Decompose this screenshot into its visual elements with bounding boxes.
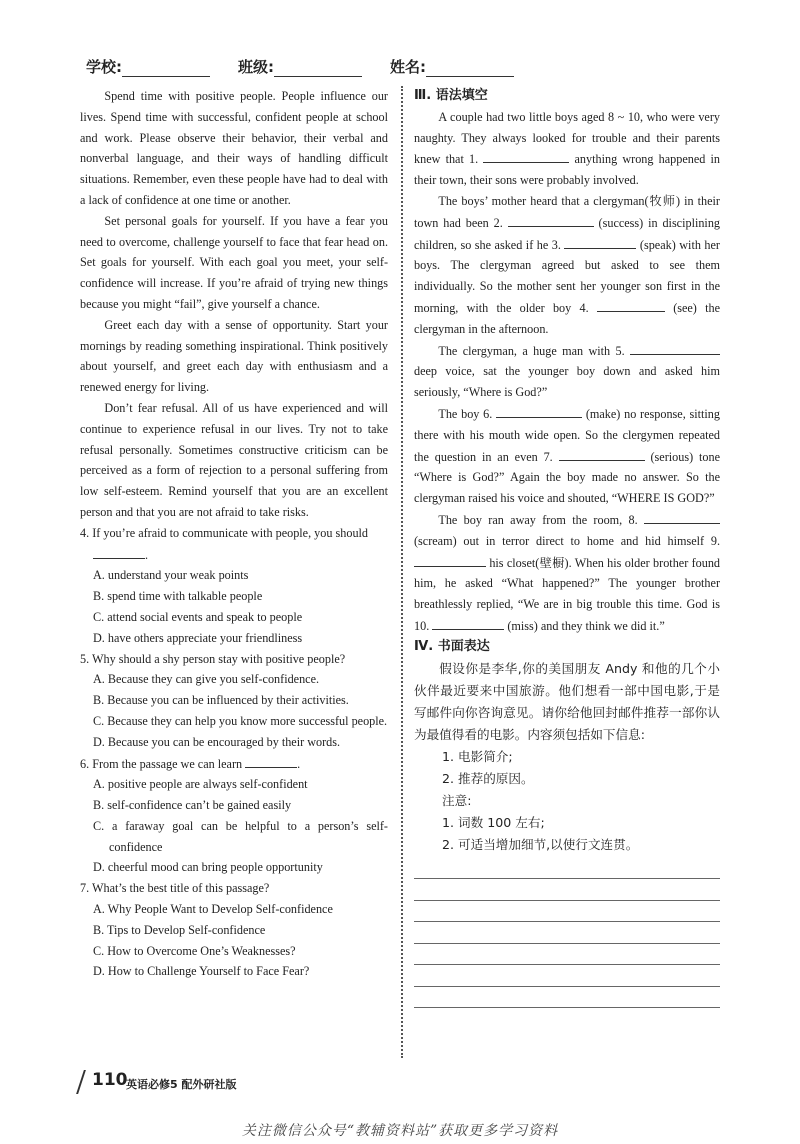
- question-4-stem: 4. If you’re afraid to communicate with people, you should: [80, 525, 369, 540]
- grammar-p2-text-d: (see) the clergyman in the afternoon.: [414, 300, 721, 336]
- question-4-blank-line: [80, 544, 388, 566]
- grammar-p5-text-d: (miss) and they think we did it.”: [507, 618, 665, 633]
- footer-slash-mark: [76, 1070, 86, 1094]
- writing-area[interactable]: [414, 858, 720, 1009]
- grammar-blank-8[interactable]: [644, 509, 720, 524]
- writing-prompt: 假设你是李华,你的美国朋友 Andy 和他的几个小伙伴最近要来中国旅游。他们想看一部中国电影,于是写邮件向你咨询意见。请你给他回封邮件推荐一部你认为最值得看的电影。内容须包括如下信息:: [414, 660, 720, 742]
- grammar-p4-text-a: The boy 6.: [438, 406, 493, 421]
- section-3-title: Ⅲ. 语法填空: [414, 88, 488, 103]
- writing-line[interactable]: [414, 944, 720, 966]
- question-6-option-a[interactable]: A. positive people are always self-confident: [93, 777, 308, 792]
- question-5-option-b[interactable]: B. Because you can be influenced by their activities.: [93, 693, 349, 708]
- question-4-option-c[interactable]: C. attend social events and speak to people: [93, 609, 303, 624]
- grammar-blank-4[interactable]: [597, 297, 665, 312]
- question-6-option-b[interactable]: B. self-confidence can’t be gained easily: [93, 798, 292, 813]
- question-6-blank[interactable]: [245, 753, 297, 768]
- question-4-option-d[interactable]: D. have others appreciate your friendliness: [93, 630, 303, 645]
- writing-task: [414, 658, 720, 856]
- question-7-option-c[interactable]: C. How to Overcome One’s Weaknesses?: [93, 943, 296, 958]
- question-7-stem: 7. What’s the best title of this passage?: [80, 881, 270, 896]
- grammar-p2-text-c: (speak) with her boys. The clergyman agreed but asked to see them individually. So the mother sent her younger son first in the morning, with the older boy 4.: [414, 237, 720, 315]
- header: [86, 50, 726, 80]
- question-5-option-c[interactable]: C. Because they can help you know more successful people.: [93, 713, 388, 728]
- writing-line[interactable]: [414, 858, 720, 880]
- question-4: [80, 523, 388, 649]
- question-7-option-d[interactable]: D. How to Challenge Yourself to Face Fear?: [93, 964, 310, 979]
- school-field: [86, 56, 210, 77]
- grammar-p5-text-b: (scream) out in terror direct to home and hid himself 9.: [414, 533, 720, 548]
- question-4-option-a[interactable]: A. understand your weak points: [93, 568, 249, 583]
- question-5-stem: 5. Why should a shy person stay with positive people?: [80, 651, 346, 666]
- question-6-option-d[interactable]: D. cheerful mood can bring people opportunity: [93, 860, 323, 875]
- class-blank[interactable]: [274, 60, 362, 77]
- question-6-tail: .: [297, 756, 301, 771]
- page-footer: [80, 1068, 380, 1098]
- name-field: [390, 56, 514, 77]
- class-field: [238, 56, 362, 77]
- right-column: [414, 86, 720, 1008]
- watermark-text: 关注微信公众号“教辅资料站”获取更多学习资料: [241, 1123, 559, 1139]
- question-4-tail: .: [145, 547, 149, 562]
- grammar-blank-2[interactable]: [508, 212, 594, 227]
- name-blank[interactable]: [426, 60, 514, 77]
- question-6: [80, 753, 388, 879]
- grammar-paragraph-4: [414, 403, 720, 509]
- grammar-paragraph-3: [414, 340, 720, 403]
- name-label: 姓名:: [390, 58, 426, 76]
- question-7: [80, 878, 388, 982]
- writing-item-1: 1. 电影简介;: [442, 748, 513, 764]
- writing-note-1: 1. 词数 100 左右;: [442, 814, 545, 830]
- question-4-option-b[interactable]: B. spend time with talkable people: [93, 589, 263, 604]
- book-title: 英语必修5 配外研社版: [126, 1078, 237, 1091]
- question-6-stem: [80, 753, 388, 775]
- question-7-option-a[interactable]: A. Why People Want to Develop Self-confidence: [93, 902, 333, 917]
- school-blank[interactable]: [122, 60, 210, 77]
- class-label: 班级:: [238, 58, 274, 76]
- grammar-p2-text-a: The boys’ mother heard that a clergyman(牧师) in their town had been 2.: [414, 193, 720, 230]
- grammar-p4-text-b: (make) no response, sitting there with his mouth wide open. So the clergymen repeated the question in an even 7.: [414, 406, 720, 464]
- passage-paragraph-2: Set personal goals for yourself. If you have a fear you need to overcome, challenge yourself to face that fear head on. Set goals for yourself. With each goal you meet, your self-confidence will increase. If you’re afraid of trying new things because you might “fail”, give yourself a chance.: [80, 213, 388, 311]
- school-label: 学校:: [86, 58, 122, 76]
- writing-note-label: 注意:: [442, 792, 472, 808]
- grammar-blank-5[interactable]: [630, 340, 720, 355]
- grammar-paragraph-5: [414, 509, 720, 637]
- grammar-p1-text-b: anything wrong happened in their town, their sons were probably involved.: [414, 152, 720, 188]
- writing-note-2: 2. 可适当增加细节,以使行文连贯。: [442, 836, 639, 852]
- grammar-p2-text-b: (success) in disciplining children, so she asked if he 3.: [414, 215, 721, 252]
- column-divider: [401, 86, 403, 1058]
- passage-paragraph-3: Greet each day with a sense of opportunity. Start your mornings by reading something inspirational. Think positively about yourself, and greet each day with enthusiasm and a renewed energy for living.: [80, 317, 388, 395]
- question-5-option-a[interactable]: A. Because they can give you self-confidence.: [93, 672, 320, 687]
- grammar-blank-7[interactable]: [559, 446, 645, 461]
- grammar-blank-1[interactable]: [483, 148, 569, 163]
- question-5-option-d[interactable]: D. Because you can be encouraged by their words.: [93, 734, 341, 749]
- question-5: [80, 649, 388, 753]
- writing-line[interactable]: [414, 987, 720, 1009]
- question-6-stem-text: 6. From the passage we can learn: [80, 756, 243, 771]
- grammar-paragraph-1: [414, 107, 720, 191]
- writing-item-2: 2. 推荐的原因。: [442, 770, 534, 786]
- question-6-option-c[interactable]: C. a faraway goal can be helpful to a person’s self-confidence: [93, 818, 388, 854]
- question-4-blank[interactable]: [93, 544, 145, 559]
- question-7-option-b[interactable]: B. Tips to Develop Self-confidence: [93, 922, 266, 937]
- grammar-blank-9[interactable]: [414, 552, 486, 567]
- writing-line[interactable]: [414, 922, 720, 944]
- page-number: 110: [92, 1070, 128, 1090]
- grammar-p3-text-a: The clergyman, a huge man with 5.: [438, 343, 625, 358]
- section-4-title: Ⅳ. 书面表达: [414, 638, 490, 654]
- grammar-paragraph-2: [414, 191, 720, 340]
- grammar-p5-text-c: his closet(壁橱). When his older brother found him, he asked “What happened?” The younger brother breathlessly replied, “We are in big trouble this time. God is 10.: [414, 555, 721, 633]
- passage-paragraph-4: Don’t fear refusal. All of us have experienced and will continue to experience refusal in our lives. Try not to take refusal personally. Sometimes constructive criticism can be perceived as a form of rejection to a personal suffering from low self-esteem. Remind yourself that you are an excellent person and that you are not afraid to take risks.: [80, 400, 388, 519]
- grammar-p5-text-a: The boy ran away from the room, 8.: [438, 512, 638, 527]
- writing-line[interactable]: [414, 965, 720, 987]
- writing-line[interactable]: [414, 901, 720, 923]
- grammar-blank-6[interactable]: [496, 403, 582, 418]
- grammar-blank-10[interactable]: [432, 615, 504, 630]
- grammar-p4-text-c: (serious) tone “Where is God?” Again the boy made no answer. So the clergyman raised his voice and shouted, “WHERE IS GOD?”: [414, 449, 721, 506]
- grammar-blank-3[interactable]: [564, 234, 636, 249]
- left-column: [80, 86, 388, 982]
- grammar-p1-text-a: A couple had two little boys aged 8 ~ 10, who were very naughty. They always looked for trouble and their parents knew that 1.: [414, 109, 720, 167]
- writing-line[interactable]: [414, 879, 720, 901]
- passage-paragraph-1: Spend time with positive people. People influence our lives. Spend time with successful, confident people at school and work. Please observe their behavior, their verbal and nonverbal language, and their ways of handling difficult situations. Remember, even these people have had to deal with a lack of confidence at one time or another.: [80, 89, 388, 207]
- grammar-p3-text-b: deep voice, sat the younger boy down and asked him seriously, “Where is God?”: [414, 364, 720, 400]
